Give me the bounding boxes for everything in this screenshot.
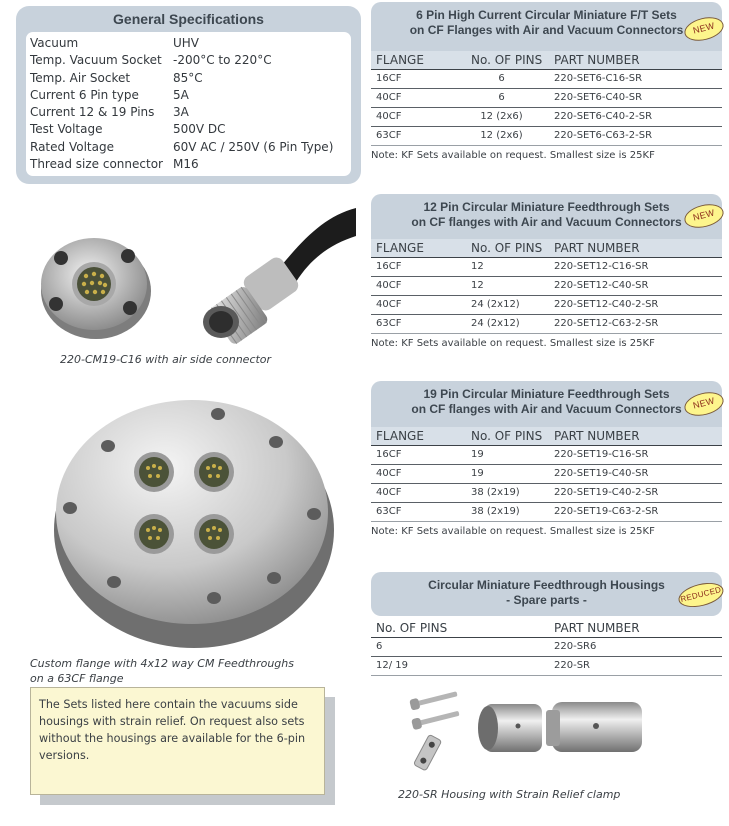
- cell-pins: 12 (2x6): [480, 130, 523, 141]
- spec-key: Current 6 Pin type: [30, 87, 139, 102]
- spec-value: 60V AC / 250V (6 Pin Type): [173, 139, 334, 154]
- cell-part-number: 220-SET6-C40-SR: [554, 92, 643, 103]
- table-note: Note: KF Sets available on request. Smallest size is 25KF: [371, 150, 655, 161]
- cell-part-number: 220-SR6: [554, 641, 597, 652]
- table-row: [371, 465, 722, 484]
- new-badge: NEW: [682, 13, 726, 44]
- table-header-row: [371, 51, 722, 70]
- specifications-title: General Specifications: [113, 11, 264, 27]
- table-title-line1: 12 Pin Circular Miniature Feedthrough Sets: [423, 200, 670, 214]
- flange-caption-line1: Custom flange with 4x12 way CM Feedthroughs: [30, 657, 294, 670]
- cell-part-number: 220-SET12-C16-SR: [554, 261, 649, 272]
- cell-flange: 40CF: [376, 468, 402, 479]
- housings-spare-parts-table: [371, 572, 722, 676]
- new-badge: NEW: [682, 200, 726, 231]
- spec-value: 500V DC: [173, 122, 226, 137]
- spec-key: Thread size connector: [30, 157, 163, 172]
- housing-caption: 220-SR Housing with Strain Relief clamp: [398, 788, 621, 801]
- cell-pins: 6: [498, 92, 505, 103]
- cell-part-number: 220-SET19-C40-SR: [554, 468, 649, 479]
- cell-pins: 12: [471, 261, 484, 272]
- cell-part-number: 220-SR: [554, 660, 590, 671]
- spec-row: [30, 52, 351, 69]
- col-pins: No. OF PINS: [376, 621, 448, 635]
- reduced-badge: REDUCED: [676, 579, 726, 611]
- table-row: [371, 638, 722, 657]
- spec-key: Test Voltage: [30, 122, 103, 137]
- table-row: [371, 258, 722, 277]
- table-row: [371, 446, 722, 465]
- cell-pins: 12 (2x6): [480, 111, 523, 122]
- spec-row: [30, 35, 351, 52]
- flange-photo: [44, 380, 344, 650]
- cell-flange: 40CF: [376, 280, 402, 291]
- table-title-line1: Circular Miniature Feedthrough Housings: [428, 578, 665, 592]
- col-part-number: PART NUMBER: [554, 621, 640, 635]
- general-specifications-card: [16, 6, 361, 184]
- nineteen-pin-sets-table: [371, 381, 722, 537]
- table-header-row: [371, 619, 722, 638]
- table-note: Note: KF Sets available on request. Smallest size is 25KF: [371, 526, 655, 537]
- cell-pins: 24 (2x12): [471, 299, 520, 310]
- table-title-line2: on CF Flanges with Air and Vacuum Connectors: [409, 23, 684, 37]
- flange-caption-line2: on a 63CF flange: [30, 672, 124, 685]
- cell-pins: 19: [471, 468, 484, 479]
- cell-part-number: 220-SET6-C63-2-SR: [554, 130, 653, 141]
- table-title-line1: 19 Pin Circular Miniature Feedthrough Sets: [423, 387, 670, 401]
- spec-row: [30, 87, 351, 104]
- table-row: [371, 484, 722, 503]
- cell-pins: 6: [376, 641, 383, 652]
- table-row: [371, 108, 722, 127]
- spec-value: UHV: [173, 36, 200, 50]
- table-row: [371, 127, 722, 146]
- cell-part-number: 220-SET6-C40-2-SR: [554, 111, 653, 122]
- cell-part-number: 220-SET12-C40-SR: [554, 280, 649, 291]
- info-box: The Sets listed here contain the vacuums side housings with strain relief. On request also sets without the housings are available for the 6-pin versions.: [30, 687, 325, 795]
- cell-flange: 40CF: [376, 92, 402, 103]
- table-note: Note: KF Sets available on request. Smallest size is 25KF: [371, 338, 655, 349]
- table-row: [371, 315, 722, 334]
- cell-flange: 16CF: [376, 449, 402, 460]
- cell-part-number: 220-SET12-C40-2-SR: [554, 299, 659, 310]
- nineteen-pin-table-title: [371, 381, 722, 427]
- col-pins: No. OF PINS: [471, 53, 543, 67]
- spec-value: 85°C: [173, 70, 203, 85]
- col-part-number: PART NUMBER: [554, 53, 640, 67]
- twelve-pin-sets-table: [371, 194, 722, 349]
- cell-pins: 38 (2x19): [471, 487, 520, 498]
- col-part-number: PART NUMBER: [554, 429, 640, 443]
- table-title-line2: on CF flanges with Air and Vacuum Connectors: [411, 215, 682, 229]
- cell-part-number: 220-SET19-C40-2-SR: [554, 487, 659, 498]
- new-badge: NEW: [682, 388, 726, 419]
- spec-key: Vacuum: [30, 36, 79, 50]
- cell-flange: 16CF: [376, 73, 402, 84]
- cell-part-number: 220-SET19-C63-2-SR: [554, 506, 659, 517]
- cell-flange: 16CF: [376, 261, 402, 272]
- spec-row: [30, 70, 351, 87]
- cell-part-number: 220-SET12-C63-2-SR: [554, 318, 659, 329]
- col-flange: FLANGE: [376, 241, 424, 255]
- spec-value: M16: [173, 157, 199, 172]
- col-flange: FLANGE: [376, 429, 424, 443]
- cell-flange: 40CF: [376, 299, 402, 310]
- spec-key: Current 12 & 19 Pins: [30, 105, 155, 120]
- table-row: [371, 89, 722, 108]
- cell-flange: 40CF: [376, 487, 402, 498]
- table-title-line1: 6 Pin High Current Circular Miniature F/T Sets: [416, 8, 677, 22]
- table-header-row: [371, 239, 722, 258]
- housing-photo: [398, 680, 654, 780]
- spec-row: [30, 104, 351, 121]
- cell-pins: 12: [471, 280, 484, 291]
- cell-flange: 63CF: [376, 318, 402, 329]
- table-row: [371, 296, 722, 315]
- col-pins: No. OF PINS: [471, 241, 543, 255]
- cell-pins: 38 (2x19): [471, 506, 520, 517]
- six-pin-sets-table: [371, 2, 722, 161]
- col-part-number: PART NUMBER: [554, 241, 640, 255]
- cell-pins: 19: [471, 449, 484, 460]
- spec-row: [30, 121, 351, 138]
- spec-value: 5A: [173, 87, 189, 102]
- spec-row: [30, 156, 351, 173]
- spec-key: Rated Voltage: [30, 139, 114, 154]
- table-row: [371, 503, 722, 522]
- table-row: [371, 657, 722, 676]
- spec-key: Temp. Air Socket: [30, 70, 131, 85]
- table-row: [371, 277, 722, 296]
- cell-flange: 63CF: [376, 130, 402, 141]
- cell-part-number: 220-SET6-C16-SR: [554, 73, 643, 84]
- spec-value: 3A: [173, 105, 189, 120]
- col-flange: FLANGE: [376, 53, 424, 67]
- cell-flange: 63CF: [376, 506, 402, 517]
- housings-table-title: [371, 572, 722, 616]
- cell-pins: 6: [498, 73, 505, 84]
- connector-caption: 220-CM19-C16 with air side connector: [60, 353, 272, 366]
- connector-photo: [26, 196, 356, 346]
- specifications-list: [26, 32, 351, 176]
- table-row: [371, 70, 722, 89]
- cell-flange: 40CF: [376, 111, 402, 122]
- table-title-line2: - Spare parts -: [506, 593, 587, 607]
- spec-value: -200°C to 220°C: [173, 53, 272, 68]
- spec-row: [30, 139, 351, 156]
- table-header-row: [371, 427, 722, 446]
- six-pin-table-title: [371, 2, 722, 51]
- cell-pins: 12/ 19: [376, 660, 408, 671]
- table-title-line2: on CF flanges with Air and Vacuum Connectors: [411, 402, 682, 416]
- col-pins: No. OF PINS: [471, 429, 543, 443]
- spec-key: Temp. Vacuum Socket: [30, 53, 162, 68]
- twelve-pin-table-title: [371, 194, 722, 239]
- cell-pins: 24 (2x12): [471, 318, 520, 329]
- cell-part-number: 220-SET19-C16-SR: [554, 449, 649, 460]
